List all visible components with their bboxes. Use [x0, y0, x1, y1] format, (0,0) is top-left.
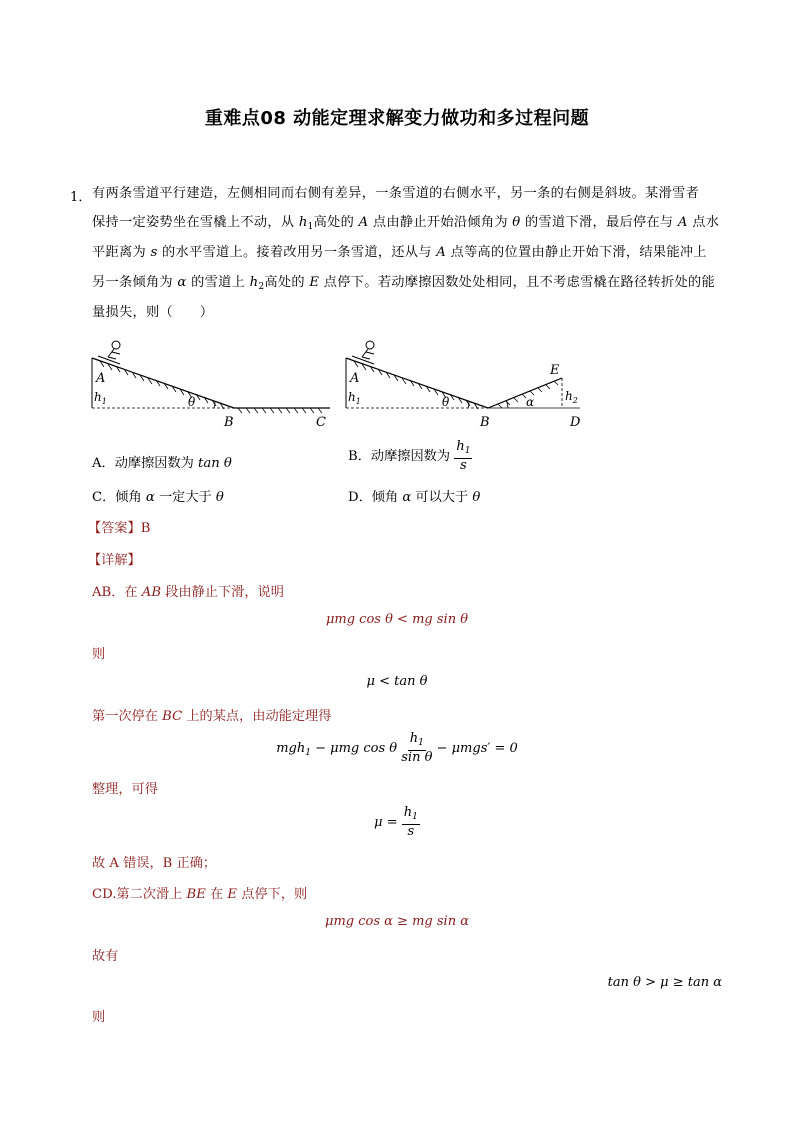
option-a: A．动摩擦因数为 tan θ: [92, 456, 232, 471]
question-line-4: 另一条倾角为 α 的雪道上 $h_2$高处的 E 点停下。若动摩擦因数处处相同，且不考虑雪橇在路径转折处的能: [92, 275, 715, 292]
formula-3: mgh$_1$ − μmg cos θ $\frac{h_1}{\text{sin θ}}$ − μmgs′ = 0: [276, 731, 518, 765]
formula-4: μ = $\frac{h_1}{s}$: [374, 805, 418, 839]
option-c: C．倾角 α 一定大于 θ: [92, 490, 224, 505]
solution-then-1: 则: [92, 647, 106, 662]
skier-icon: [98, 341, 120, 364]
formula-2: μ < tan θ: [366, 674, 428, 689]
fig1-angle-arc: [214, 401, 215, 408]
question-line-5: 量损失，则（ ）: [92, 305, 214, 320]
question-line-2: 保持一定姿势坐在雪橇上不动，从 $h_1$高处的 A 点由静止开始沿倾角为 θ 的雪道下滑，最后停在与 A 点水: [92, 215, 720, 232]
figure-2-diagram: [340, 338, 590, 433]
question-number: 1．: [70, 190, 92, 205]
option-b: B．动摩擦因数为 $\frac{h_1}{s}$: [348, 439, 471, 473]
solution-line-1: AB．在 AB 段由静止下滑，说明: [92, 585, 284, 600]
fig1-label-B: B: [224, 415, 234, 430]
fig2-label-A: A: [350, 371, 360, 386]
skier-icon: [352, 341, 374, 364]
fig2-angle-arc-alpha: [506, 400, 508, 408]
fig1-label-h1: $h_1$: [94, 390, 107, 406]
question-line-1: 有两条雪道平行建造，左侧相同而右侧有差异，一条雪道的右侧水平，另一条的右侧是斜坡。某滑雪者: [92, 186, 699, 201]
solution-line-2: 第一次停在 BC 上的某点，由动能定理得: [92, 709, 332, 724]
detail-heading: 【详解】: [88, 553, 141, 568]
figure-1-diagram: [86, 338, 336, 433]
fig2-angle-arc-theta: [468, 401, 469, 408]
fig1-label-theta: θ: [188, 395, 196, 409]
solution-line-5: CD.第二次滑上 BE 在 E 点停下，则: [92, 887, 308, 902]
fig2-label-B: B: [480, 415, 490, 430]
fig2-label-h1: $h_1$: [348, 390, 361, 406]
solution-line-3: 整理，可得: [92, 782, 158, 797]
fig2-label-h2: $h_2$: [565, 389, 578, 405]
fig1-label-A: A: [96, 371, 106, 386]
solution-then-2: 则: [92, 1010, 106, 1025]
fig2-slope-right: [488, 378, 562, 408]
answer: 【答案】B: [88, 521, 151, 536]
solution-line-4: 故 A 错误，B 正确；: [92, 856, 217, 871]
fig2-label-D: D: [570, 415, 581, 430]
fig1-hatching: [100, 361, 322, 413]
page-title: 重难点08 动能定理求解变力做功和多过程问题: [204, 108, 590, 129]
fig2-label-E: E: [550, 363, 560, 378]
question-line-3: 平距离为 s 的水平雪道上。接着改用另一条雪道，还从与 A 点等高的位置由静止开始下滑，结果能冲上: [92, 245, 707, 260]
option-d: D．倾角 α 可以大于 θ: [348, 490, 481, 505]
formula-1: μmg cos θ < mg sin θ: [325, 612, 469, 627]
solution-line-6: 故有: [92, 949, 119, 964]
fig2-label-theta: θ: [442, 395, 450, 409]
fig2-label-alpha: α: [526, 395, 535, 409]
formula-5: μmg cos α ≥ mg sin α: [325, 914, 469, 929]
formula-6: tan θ > μ ≥ tan α: [607, 975, 722, 990]
fig1-label-C: C: [316, 415, 326, 430]
